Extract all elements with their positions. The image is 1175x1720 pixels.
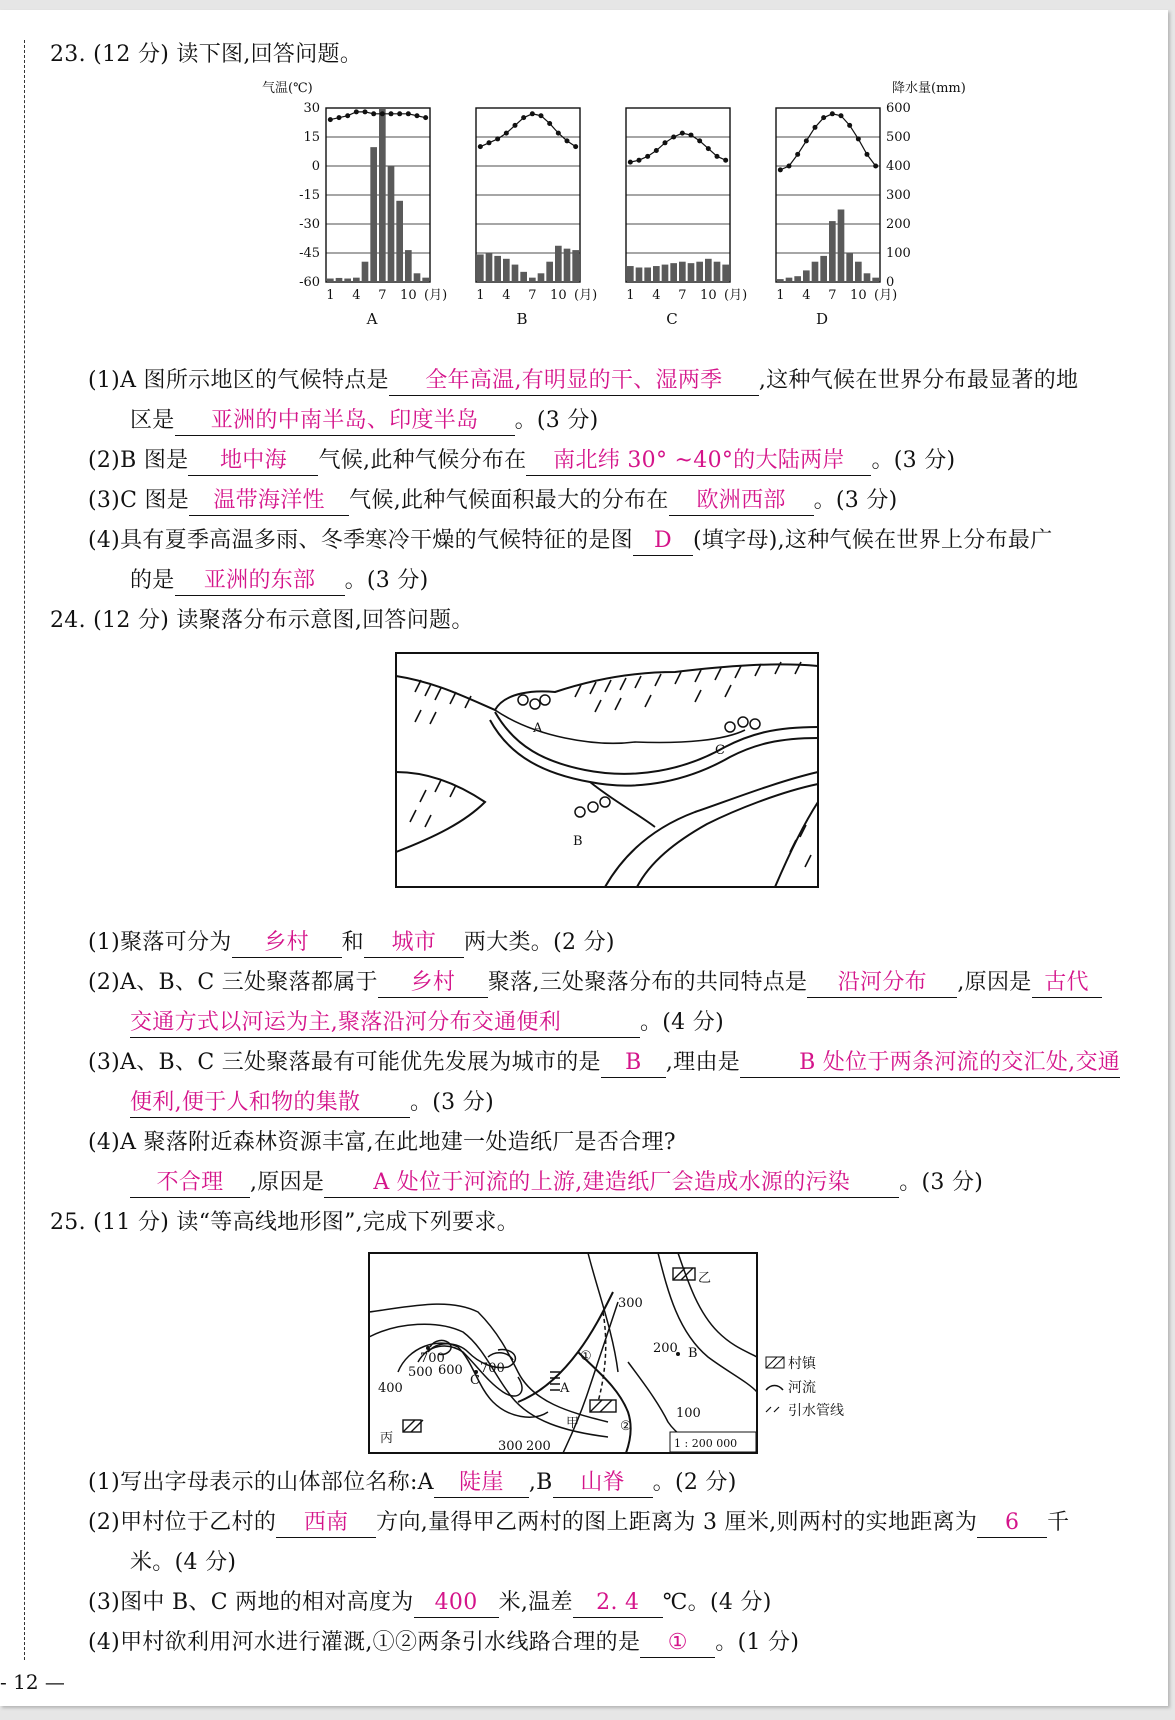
precip-bar-8 xyxy=(688,263,695,282)
q24-1-stem: (1)聚落可分为 xyxy=(88,930,232,955)
temperature-point-8 xyxy=(839,113,844,118)
precip-bar-3 xyxy=(794,276,801,282)
temperature-point-3 xyxy=(495,136,500,141)
temperature-point-5 xyxy=(363,109,368,114)
q25-1-answer-a: 陡崖 xyxy=(434,1469,529,1498)
q25-4-score: 。(1 分) xyxy=(715,1630,800,1655)
q25-3-answer-a: 400 xyxy=(414,1589,499,1618)
x-tick-1: 4 xyxy=(802,288,811,303)
precip-bar-11 xyxy=(564,249,571,282)
q24-2-answer-c-cont: 交通方式以河运为主,聚落沿河分布交通便利 xyxy=(130,1009,640,1038)
q23-3-score: 。(3 分) xyxy=(813,488,898,513)
q23-3-stem-mid: 气候,此种气候面积最大的分布在 xyxy=(349,488,669,513)
contour-200b: 200 xyxy=(526,1439,551,1454)
x-tick-0: 1 xyxy=(326,288,335,303)
precip-bar-7 xyxy=(379,108,386,282)
x-tick-0: 1 xyxy=(626,288,635,303)
precip-bar-6 xyxy=(820,256,827,282)
x-tick-2: 7 xyxy=(528,288,537,303)
precip-bar-7 xyxy=(829,221,836,282)
right-tick-2: 400 xyxy=(886,159,911,174)
scale-label: 1 : 200 000 xyxy=(674,1437,738,1450)
village-bing-label: 丙 xyxy=(380,1431,394,1446)
temperature-point-8 xyxy=(389,111,394,116)
q24-4-line2 xyxy=(130,1168,983,1198)
q24-1-score: 两大类。(2 分) xyxy=(463,930,615,955)
x-tick-1: 4 xyxy=(352,288,361,303)
temperature-point-12 xyxy=(573,144,578,149)
chart-panel-b xyxy=(476,108,597,328)
q25-4-line xyxy=(88,1628,799,1658)
precip-bar-7 xyxy=(679,262,686,282)
temperature-point-12 xyxy=(723,158,728,163)
q24-3-line1 xyxy=(88,1048,1120,1078)
q23-4-answer-b: 亚洲的东部 xyxy=(175,567,345,596)
point-a-label: A xyxy=(560,1381,570,1396)
q23-title: 23. (12 分) 读下图,回答问题。 xyxy=(50,42,363,67)
precip-bar-3 xyxy=(644,268,651,283)
temperature-point-7 xyxy=(830,111,835,116)
q23-4-line2 xyxy=(130,566,429,596)
x-unit: (月) xyxy=(574,288,598,303)
temperature-point-6 xyxy=(371,111,376,116)
q23-4-answer-a: D xyxy=(633,527,693,556)
q24-2-answer-b: 沿河分布 xyxy=(807,969,957,998)
panel-letter-a: A xyxy=(366,310,378,328)
q23-1-stem: (1)A 图所示地区的气候特点是 xyxy=(88,368,389,393)
panel-letter-d: D xyxy=(815,310,829,328)
q23-2-line xyxy=(88,446,955,476)
q23-1-stem-mid: ,这种气候在世界分布最显著的地 xyxy=(758,368,1079,393)
right-tick-1: 500 xyxy=(886,130,911,145)
settlement-map xyxy=(395,652,820,888)
temperature-point-12 xyxy=(873,164,878,169)
q24-2-line1 xyxy=(88,968,1102,998)
route-2-label: ② xyxy=(620,1419,632,1434)
precip-bar-12 xyxy=(872,278,879,282)
q24-4-line1: (4)A 聚落附近森林资源丰富,在此地建一处造纸厂是否合理? xyxy=(88,1130,676,1155)
q25-1-stem-mid: ,B xyxy=(528,1470,553,1495)
temperature-point-2 xyxy=(337,115,342,120)
q25-2-line1 xyxy=(88,1508,1069,1538)
q24-1-answer-a: 乡村 xyxy=(232,929,342,958)
q24-3-stem: (3)A、B、C 三处聚落最有可能优先发展为城市的是 xyxy=(88,1050,601,1075)
q25-2-stem-mid: 方向,量得甲乙两村的图上距离为 3 厘米,则两村的实地距离为 xyxy=(376,1510,978,1535)
temperature-point-1 xyxy=(328,117,333,122)
left-tick-labels xyxy=(299,101,320,290)
q25-1-score: 。(2 分) xyxy=(652,1470,737,1495)
temperature-point-9 xyxy=(397,111,402,116)
q24-2-answer-a: 乡村 xyxy=(378,969,488,998)
q24-4-answer-a: 不合理 xyxy=(130,1169,250,1198)
q23-2-stem-mid: 气候,此种气候分布在 xyxy=(318,448,527,473)
q24-3-line2 xyxy=(130,1088,494,1118)
precip-bar-6 xyxy=(670,263,677,282)
temperature-point-2 xyxy=(787,164,792,169)
q23-2-answer-a: 地中海 xyxy=(188,447,318,476)
temperature-point-7 xyxy=(380,111,385,116)
precip-bar-3 xyxy=(344,279,351,282)
precip-bar-2 xyxy=(486,253,493,282)
x-tick-1: 4 xyxy=(502,288,511,303)
precip-bar-10 xyxy=(405,250,412,282)
temperature-point-6 xyxy=(671,135,676,140)
q25-3-score: ℃。(4 分) xyxy=(662,1590,772,1615)
q25-3-stem: (3)图中 B、C 两地的相对高度为 xyxy=(88,1590,414,1615)
temperature-point-7 xyxy=(530,111,535,116)
q25-2-stem: (2)甲村位于乙村的 xyxy=(88,1510,277,1535)
precip-bar-8 xyxy=(538,273,545,282)
temperature-point-11 xyxy=(715,154,720,159)
precip-bar-4 xyxy=(353,278,360,282)
precip-bar-4 xyxy=(653,266,660,282)
precip-bar-11 xyxy=(864,273,871,282)
precip-bar-1 xyxy=(327,279,334,282)
right-tick-5: 100 xyxy=(886,246,911,261)
route-1-label: ① xyxy=(580,1349,592,1364)
precip-bar-9 xyxy=(696,262,703,282)
x-tick-0: 1 xyxy=(776,288,785,303)
contour-400: 400 xyxy=(378,1381,403,1396)
precip-bar-2 xyxy=(336,278,343,282)
precip-bar-12 xyxy=(422,278,429,282)
ylabel-right: 降水量(mm) xyxy=(892,81,966,96)
temperature-point-11 xyxy=(865,152,870,157)
contour-300b: 300 xyxy=(498,1439,523,1454)
contour-100: 100 xyxy=(676,1406,701,1421)
temperature-point-3 xyxy=(645,154,650,159)
q24-3-answer-a: B xyxy=(601,1049,666,1078)
q23-1-line2 xyxy=(130,406,599,436)
q24-2-stem: (2)A、B、C 三处聚落都属于 xyxy=(88,970,378,995)
temperature-point-10 xyxy=(856,136,861,141)
precip-bar-5 xyxy=(512,265,519,282)
left-tick-4: -30 xyxy=(299,217,320,232)
q23-2-answer-b: 南北纬 30° ~40°的大陆两岸 xyxy=(526,447,871,476)
right-tick-0: 600 xyxy=(886,101,911,116)
precip-bar-8 xyxy=(388,166,395,282)
q25-title: 25. (11 分) 读“等高线地形图”,完成下列要求。 xyxy=(50,1210,520,1235)
temperature-point-8 xyxy=(689,133,694,138)
contour-700a: 700 xyxy=(420,1351,445,1366)
precip-bar-8 xyxy=(838,210,845,283)
q23-1-stem2: 区是 xyxy=(130,408,175,433)
q23-3-line xyxy=(88,486,898,516)
left-tick-6: -60 xyxy=(299,275,320,290)
chart-panel-d xyxy=(776,108,897,328)
q24-2-answer-c: 古代 xyxy=(1032,969,1102,998)
contour-map xyxy=(368,1252,948,1457)
q24-4-stem-mid: ,原因是 xyxy=(250,1170,325,1195)
village-yi-label: 乙 xyxy=(698,1271,712,1286)
x-tick-3: 10 xyxy=(700,288,717,303)
q23-4-line1 xyxy=(88,526,1053,556)
x-tick-3: 10 xyxy=(400,288,417,303)
x-tick-3: 10 xyxy=(550,288,567,303)
contour-300: 300 xyxy=(618,1296,643,1311)
x-tick-0: 1 xyxy=(476,288,485,303)
point-c-label: C xyxy=(470,1373,480,1388)
precip-bar-6 xyxy=(520,272,527,282)
precip-bar-1 xyxy=(627,266,634,282)
settlement-a-label: A xyxy=(533,721,543,736)
precip-bar-4 xyxy=(803,270,810,282)
precip-bar-1 xyxy=(477,254,484,282)
q23-2-score: 。(3 分) xyxy=(871,448,956,473)
temperature-point-12 xyxy=(423,115,428,120)
binding-line xyxy=(24,40,25,1660)
q25-2-answer-a: 西南 xyxy=(276,1509,376,1538)
precip-bar-10 xyxy=(855,262,862,282)
precip-bar-5 xyxy=(362,262,369,282)
q24-1-line xyxy=(88,928,615,958)
ylabel-left: 气温(℃) xyxy=(262,81,313,96)
page xyxy=(0,10,1168,1706)
temperature-point-3 xyxy=(345,113,350,118)
point-b-label: B xyxy=(688,1346,698,1361)
precip-bar-4 xyxy=(503,259,510,282)
temperature-point-11 xyxy=(565,138,570,143)
temperature-point-4 xyxy=(504,131,509,136)
precip-bar-9 xyxy=(846,253,853,282)
temperature-point-1 xyxy=(778,167,783,172)
temperature-point-2 xyxy=(637,158,642,163)
q25-4-answer-a: ① xyxy=(640,1629,715,1658)
x-unit: (月) xyxy=(724,288,748,303)
temperature-point-10 xyxy=(406,111,411,116)
precip-bar-6 xyxy=(370,147,377,282)
precip-bar-10 xyxy=(705,259,712,282)
temperature-point-5 xyxy=(663,140,668,145)
temperature-point-5 xyxy=(813,125,818,130)
q24-2-line2 xyxy=(130,1008,724,1038)
q23-3-stem: (3)C 图是 xyxy=(88,488,190,513)
temperature-point-1 xyxy=(628,160,633,165)
q24-3-answer-b: B 处位于两条河流的交汇处,交通 xyxy=(740,1049,1120,1078)
q24-4-score: 。(3 分) xyxy=(899,1170,984,1195)
right-tick-6: 0 xyxy=(886,275,895,290)
q25-1-stem: (1)写出字母表示的山体部位名称:A xyxy=(88,1470,434,1495)
temperature-point-6 xyxy=(521,115,526,120)
precip-bar-12 xyxy=(572,250,579,282)
left-tick-0: 30 xyxy=(303,101,320,116)
q24-3-stem-mid: ,理由是 xyxy=(665,1050,741,1075)
q25-2-answer-b: 6 xyxy=(977,1509,1047,1538)
settlement-c-label: C xyxy=(715,743,725,758)
climate-charts xyxy=(260,80,1000,380)
x-tick-1: 4 xyxy=(652,288,661,303)
q25-2-line2: 米。(4 分) xyxy=(130,1550,237,1575)
temperature-point-9 xyxy=(547,121,552,126)
contour-600: 600 xyxy=(438,1363,463,1378)
contour-200: 200 xyxy=(653,1341,678,1356)
q23-3-answer-a: 温带海洋性 xyxy=(189,487,349,516)
chart-panel-c xyxy=(626,108,747,328)
legend-river: 河流 xyxy=(788,1380,816,1396)
temperature-point-5 xyxy=(513,123,518,128)
q24-title: 24. (12 分) 读聚落分布示意图,回答问题。 xyxy=(50,608,474,633)
q23-1-line1 xyxy=(88,366,1078,396)
q25-4-stem: (4)甲村欲利用河水进行灌溉,①②两条引水线路合理的是 xyxy=(88,1630,641,1655)
left-tick-3: -15 xyxy=(299,188,320,203)
x-tick-2: 7 xyxy=(828,288,837,303)
temperature-point-9 xyxy=(847,123,852,128)
precip-bar-9 xyxy=(546,262,553,282)
temperature-point-7 xyxy=(680,131,685,136)
contour-500: 500 xyxy=(408,1365,433,1380)
settlement-b-label: B xyxy=(573,834,583,849)
q24-2-stem-mid2: ,原因是 xyxy=(957,970,1032,995)
q25-1-answer-b: 山脊 xyxy=(553,1469,653,1498)
precip-bar-12 xyxy=(722,265,729,282)
q23-1-answer-b: 亚洲的中南半岛、印度半岛 xyxy=(175,407,515,436)
chart-panel-a xyxy=(326,108,447,328)
legend-pipe: 引水管线 xyxy=(788,1403,844,1419)
page-number: - 12 — xyxy=(0,1670,65,1694)
q24-1-stem-mid: 和 xyxy=(341,930,364,955)
precip-bar-9 xyxy=(396,201,403,282)
q25-3-line xyxy=(88,1588,772,1618)
precip-bar-3 xyxy=(494,256,501,282)
village-jia-label: 甲 xyxy=(566,1416,580,1431)
precip-bar-5 xyxy=(812,262,819,282)
right-tick-3: 300 xyxy=(886,188,911,203)
precip-bar-10 xyxy=(555,246,562,282)
q23-4-stem: (4)具有夏季高温多雨、冬季寒冷干燥的气候特征的是图 xyxy=(88,528,633,553)
precip-bar-5 xyxy=(662,265,669,282)
right-tick-4: 200 xyxy=(886,217,911,232)
q23-4-stem-mid: (填字母),这种气候在世界上分布最广 xyxy=(692,528,1053,553)
q24-4-answer-b: A 处位于河流的上游,建造纸厂会造成水源的污染 xyxy=(324,1169,899,1198)
temperature-point-2 xyxy=(487,140,492,145)
temperature-point-6 xyxy=(821,115,826,120)
x-tick-3: 10 xyxy=(850,288,867,303)
left-tick-2: 0 xyxy=(311,159,320,174)
q23-2-stem: (2)B 图是 xyxy=(88,448,189,473)
legend-village: 村镇 xyxy=(788,1356,816,1372)
q23-1-answer-a: 全年高温,有明显的干、湿两季 xyxy=(389,367,759,396)
q23-1-score: 。(3 分) xyxy=(514,408,599,433)
precip-bar-11 xyxy=(714,262,721,282)
precip-bar-2 xyxy=(636,268,643,283)
panel-letter-b: B xyxy=(516,310,528,328)
left-tick-1: 15 xyxy=(303,130,320,145)
q24-2-stem-mid: 聚落,三处聚落分布的共同特点是 xyxy=(487,970,808,995)
q24-1-answer-b: 城市 xyxy=(364,929,464,958)
q24-3-answer-b-cont: 便利,便于人和物的集散 xyxy=(130,1089,410,1118)
q23-4-score: 。(3 分) xyxy=(344,568,429,593)
x-unit: (月) xyxy=(874,288,898,303)
q25-3-answer-b: 2. 4 xyxy=(573,1589,663,1618)
q24-3-score: 。(3 分) xyxy=(410,1090,494,1115)
temperature-point-9 xyxy=(697,138,702,143)
temperature-point-3 xyxy=(795,152,800,157)
temperature-point-10 xyxy=(706,146,711,151)
chart-panels xyxy=(326,108,897,328)
precip-bar-11 xyxy=(414,273,421,282)
precip-bar-2 xyxy=(786,278,793,282)
q24-2-score: 。(4 分) xyxy=(640,1010,724,1035)
x-tick-2: 7 xyxy=(378,288,387,303)
precip-bar-1 xyxy=(777,279,784,282)
q23-3-answer-b: 欧洲西部 xyxy=(669,487,814,516)
temperature-point-8 xyxy=(539,113,544,118)
x-unit: (月) xyxy=(424,288,448,303)
q25-1-line xyxy=(88,1468,737,1498)
temperature-point-11 xyxy=(415,113,420,118)
temperature-point-4 xyxy=(354,109,359,114)
temperature-point-4 xyxy=(654,148,659,153)
q25-2-stem-end: 千 xyxy=(1047,1510,1070,1535)
contour-700b: 700 xyxy=(480,1361,505,1376)
right-tick-labels xyxy=(886,101,911,290)
x-tick-2: 7 xyxy=(678,288,687,303)
left-tick-5: -45 xyxy=(299,246,320,261)
panel-letter-c: C xyxy=(666,310,678,328)
temperature-point-10 xyxy=(556,131,561,136)
precip-bar-7 xyxy=(529,278,536,282)
temperature-point-4 xyxy=(804,138,809,143)
q23-4-stem2: 的是 xyxy=(130,568,175,593)
temperature-point-1 xyxy=(478,144,483,149)
q25-3-stem-mid: 米,温差 xyxy=(498,1590,573,1615)
